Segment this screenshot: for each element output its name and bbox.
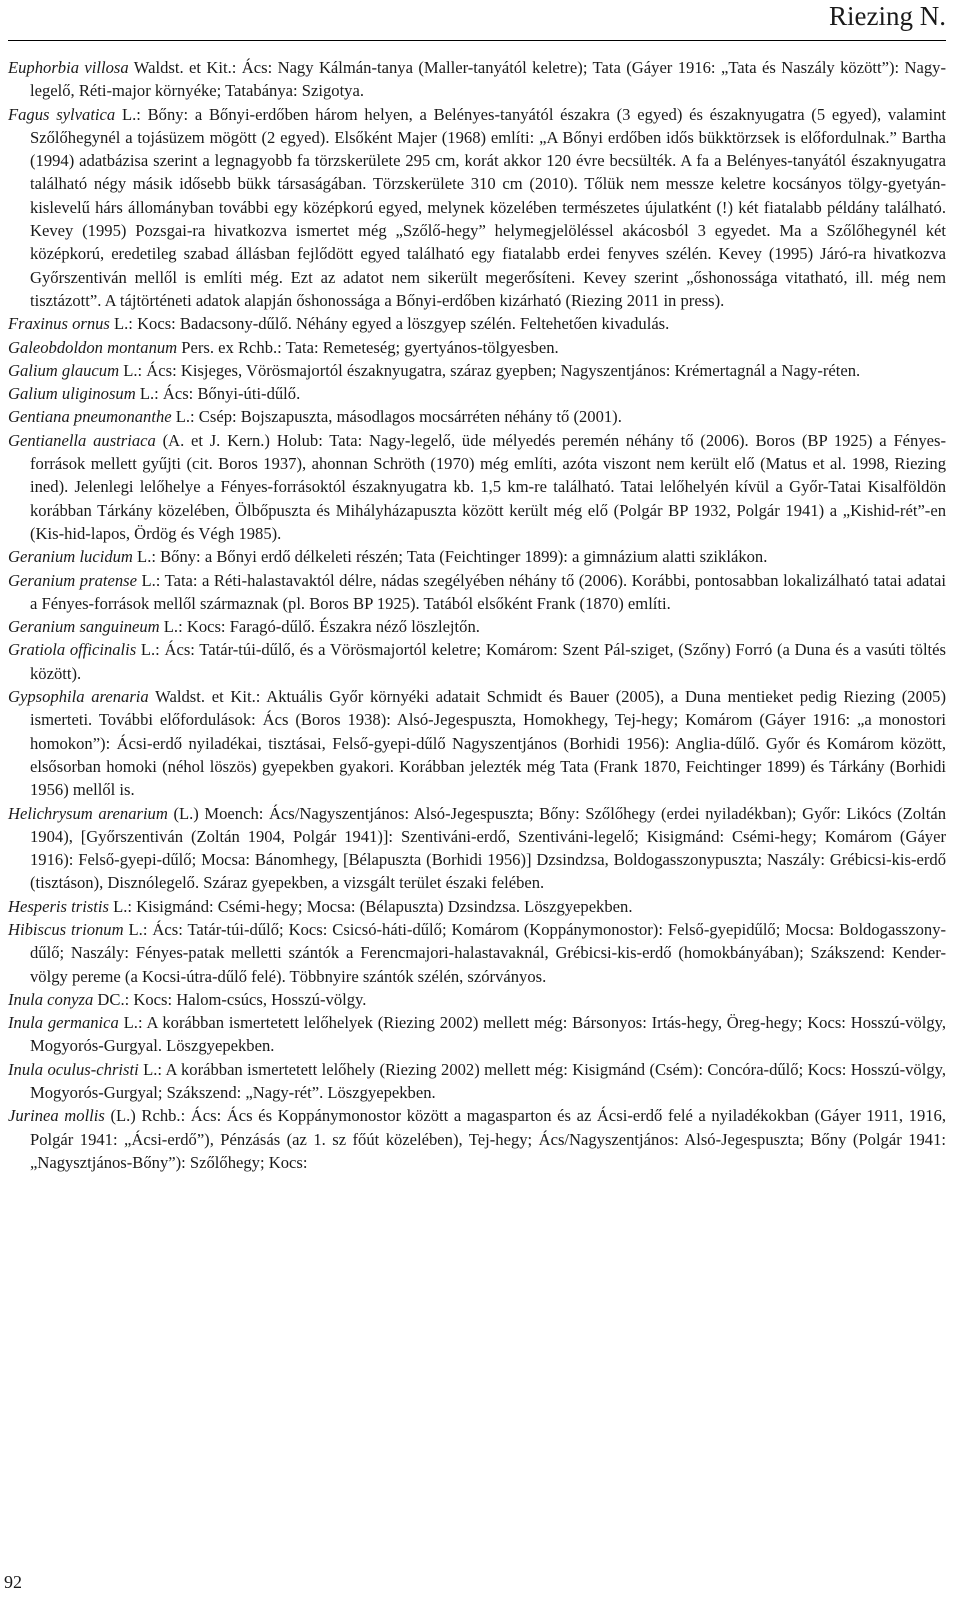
species-name: Geranium sanguineum — [8, 617, 160, 637]
species-entry-galeobdoldon-montanum — [8, 336, 946, 359]
species-name: Inula oculus-christi — [8, 1059, 139, 1079]
species-name: Gypsophila arenaria — [8, 687, 149, 707]
species-text: Waldst. et Kit.: Ács: Nagy Kálmán-tanya (Maller-tanyától keletre); Tata (Gáyer 1916: „Tata és Naszály között”): Nagy-legelő, Réti-major környéke; Tatabánya: Szigotya. — [30, 58, 946, 101]
species-entry-inula-conyza — [8, 988, 946, 1011]
species-name: Gentianella austriaca — [8, 430, 156, 450]
species-name: Galeobdoldon montanum — [8, 337, 178, 357]
species-entry-hesperis-tristis — [8, 895, 946, 918]
species-text: L.: Tata: a Réti-halastavaktól délre, nádas szegélyében néhány tő (2006). Korábbi, pontosabban lokalizálható tatai adatai a Fényes-források mellől származnak (pl. Boros BP 1925). Tatából elsőként Frank (1870) említi. — [30, 570, 947, 613]
species-entry-inula-germanica — [8, 1011, 946, 1058]
species-text: L.: Ács: Kisjeges, Vörösmajortól északnyugatra, száraz gyepben; Nagyszentjános: Krémertagnál a Nagy-réten. — [119, 360, 861, 380]
species-entry-fraxinus-ornus — [8, 312, 946, 335]
species-entry-gypsophila-arenaria — [8, 685, 946, 801]
page-number: 92 — [4, 1572, 22, 1592]
species-text: L.: Kocs: Badacsony-dűlő. Néhány egyed a löszgyep szélén. Feltehetően kivadulás. — [109, 314, 670, 334]
species-name: Galium uliginosum — [8, 384, 136, 404]
species-text: L.: Bőny: a Bőnyi-erdőben három helyen, a Belényes-tanyától északra (3 egyed) és északnyugatra (5 egyed), valamint Szőlőhegynél a tojásüzem mögött (2 egyed). Elsőként Majer (1968) említi: „A Bőnyi erdőben idős bükktörzsek is előfordulnak.” Bartha (1994) adatbázisa szerint a legnagyobb fa törzskerülete 295 cm, korát akkor 120 évre becsülték. A fa a Belényes-tanyától északnyugatra található négy másik idősebb bükk társaságában. Törzskerülete 310 cm (2010). Tőlük nem messze keletre kocsányos tölgy-gyetyán-kislevelű hárs állományban további egy középkorú egyed, melynek közelében természetes újulatként (!) két fiatalabb példány található. Kevey (1995) Pozsgai-ra hivatkozva ismertet még „Szőlő-hegy” helymegjelöléssel akácosból 3 egyedet. Ma a Szőlőhegynél két középkorú, eredetileg szabad állásban fejlődött egyed található egy fiatalabb erdei fenyves szélén. Kevey (1995) Járó-ra hivatkozva Győrszentiván mellől is említi még. Ezt az adatot nem sikerült megerősíteni. Kevey szerint „őshonossága vitatható, ill. még nem tisztázott”. A tájtörténeti adatok alapján őshonossága a Bőnyi-erdőben kizárható (Riezing 2011 in press). — [30, 104, 946, 310]
species-text: L.: Ács: Bőnyi-úti-dűlő. — [135, 384, 301, 404]
species-entry-geranium-sanguineum — [8, 615, 946, 638]
species-entry-inula-oculus-christi — [8, 1058, 946, 1105]
species-entry-galium-glaucum — [8, 359, 946, 382]
species-entry-jurinea-mollis — [8, 1104, 946, 1174]
species-name: Geranium lucidum — [8, 547, 133, 567]
species-text: (L.) Moench: Ács/Nagyszentjános: Alsó-Jegespuszta; Bőny: Szőlőhegy (erdei nyiladékban); Győr: Likócs (Zoltán 1904), [Győrszentiván (Zoltán 1904, Polgár 1941)]: Szentiváni-erdő, Szentiváni-legelő; Kisigmánd: Csémi-hegy; Komárom (Gáyer 1916): Felső-gyepi-dűlő; Mocsa: Bánomhegy, [Bélapuszta (Borhidi 1956)] Dzsindzsa, Boldogasszonypuszta; Naszály: Grébicsi-kis-erdő (tisztáson), Disznólegelő. Száraz gyepekben, a vizsgált terület északi felében. — [30, 803, 946, 893]
species-name: Jurinea mollis — [8, 1106, 105, 1126]
species-name: Hibiscus trionum — [8, 919, 124, 939]
species-entry-geranium-lucidum — [8, 545, 946, 568]
species-text: L.: Ács: Tatár-túi-dűlő; Kocs: Csicsó-háti-dűlő; Komárom (Koppánymonostor): Felső-gyepidűlő; Mocsa: Boldogasszony-dűlő; Naszály: Fényes-patak melletti szántók a Ferencmajori-halastavaknál, Grébicsi-kis-erdő (homokbányában); Szákszend: Kender-völgy pereme (a Kocsi-útra-dűlő felé). Többnyire szántók szélén, szórványos. — [30, 919, 947, 986]
species-entry-euphorbia-villosa — [8, 56, 946, 103]
species-text: (L.) Rchb.: Ács: Ács és Koppánymonostor között a magasparton és az Ácsi-erdő felé a nyiladékokban (Gáyer 1911, 1916, Polgár 1941: „Ácsi-erdő”), Pénzásás (az 1. sz főút közelében), Tej-hegy; Ács/Nagyszentjános: Alsó-Jegespuszta; Bőny (Polgár 1941: „Nagysztjános-Bőny”): Szőlőhegy; Kocs: — [30, 1106, 946, 1172]
species-text: L.: Csép: Bojszapuszta, másodlagos mocsárréten néhány tő (2001). — [171, 407, 622, 427]
species-name: Gratiola officinalis — [8, 640, 137, 660]
species-name: Fraxinus ornus — [8, 314, 110, 334]
species-text: Pers. ex Rchb.: Tata: Remeteség; gyertyános-tölgyesben. — [177, 337, 559, 357]
species-name: Helichrysum arenarium — [8, 803, 168, 823]
header-rule — [8, 40, 946, 41]
species-name: Gentiana pneumonanthe — [8, 407, 172, 427]
species-entry-gentianella-austriaca — [8, 429, 946, 545]
species-entry-gentiana-pneumonanthe — [8, 405, 946, 428]
species-entry-hibiscus-trionum — [8, 918, 946, 988]
species-text: L.: Kocs: Faragó-dűlő. Északra néző löszlejtőn. — [159, 617, 480, 637]
species-text: Waldst. et Kit.: Aktuális Győr környéki adatait Schmidt és Bauer (2005), a Duna mentieket pedig Riezing (2005) ismerteti. További előfordulások: Ács (Boros 1938): Alsó-Jegespuszta, Homokhegy, Tej-hegy; Komárom (Gáyer 1916: „a monostori homokon”): Ácsi-erdő nyiladékai, tisztásai, Felső-gyepi-dűlő Nagyszentjános (Borhidi 1956): Anglia-dűlő. Győr és Komárom között, elsősorban homoki (néhol löszös) gyepekben gyakori. Korábban jelezték még Tata (Frank 1870, Feichtinger 1899) és Tárkány (Borhidi 1956) mellől is. — [30, 687, 946, 800]
species-entry-gratiola-officinalis — [8, 638, 946, 685]
species-name: Galium glaucum — [8, 360, 120, 380]
species-name: Hesperis tristis — [8, 896, 109, 916]
species-text: L.: A korábban ismertetett lelőhelyek (Riezing 2002) mellett még: Bársonyos: Irtás-hegy, Öreg-hegy; Kocs: Hosszú-völgy, Mogyorós-Gurgyal. Löszgyepekben. — [30, 1013, 946, 1056]
species-name: Fagus sylvatica — [8, 104, 116, 124]
species-entry-helichrysum-arenarium — [8, 802, 946, 895]
species-text: L.: A korábban ismertetett lelőhely (Riezing 2002) mellett még: Kisigmánd (Csém): Concóra-dűlő; Kocs: Hosszú-völgy, Mogyorós-Gurgyal; Szákszend: „Nagy-rét”. Löszgyepekben. — [30, 1059, 946, 1103]
species-name: Euphorbia villosa — [8, 58, 129, 77]
species-name: Inula germanica — [8, 1013, 119, 1033]
species-entry-geranium-pratense — [8, 569, 946, 616]
species-list — [8, 56, 946, 1174]
species-name: Geranium pratense — [8, 570, 137, 590]
species-text: DC.: Kocs: Halom-csúcs, Hosszú-völgy. — [93, 989, 367, 1009]
species-entry-galium-uliginosum — [8, 382, 946, 405]
running-header: Riezing N. — [829, 1, 946, 31]
species-text: (A. et J. Kern.) Holub: Tata: Nagy-legelő, üde mélyedés peremén néhány tő (2006). Boros (BP 1925) a Fényes-források mellett gyűjti (cit. Boros 1937), ahonnan Schröth (1970) még említi, azóta viszont nem került elő (Matus et al. 1998, Riezing ined). Jelenlegi lelőhelye a Fényes-forrásoktól északnyugatra kb. 1,5 km-re található. Tatai lelőhelyén kívül a Győr-Tatai Kisalföldön korábban Tárkány közelében, Ölbőpuszta és Mihályházapuszta között került még elő (Polgár BP 1932, Polgár 1941) a „Kishid-rét”-en (Kis-hid-lapos, Ördög és Végh 1985). — [30, 430, 946, 543]
species-text: L.: Bőny: a Bőnyi erdő délkeleti részén; Tata (Feichtinger 1899): a gimnázium alatti sziklákon. — [132, 547, 768, 567]
species-text: L.: Kisigmánd: Csémi-hegy; Mocsa: (Bélapuszta) Dzsindzsa. Löszgyepekben. — [108, 896, 633, 916]
species-text: L.: Ács: Tatár-túi-dűlő, és a Vörösmajortól keletre; Komárom: Szent Pál-sziget, (Szőny) Forró (a Duna és a vasúti töltés között). — [30, 640, 946, 683]
species-entry-fagus-sylvatica — [8, 103, 946, 313]
species-name: Inula conyza — [8, 989, 94, 1009]
